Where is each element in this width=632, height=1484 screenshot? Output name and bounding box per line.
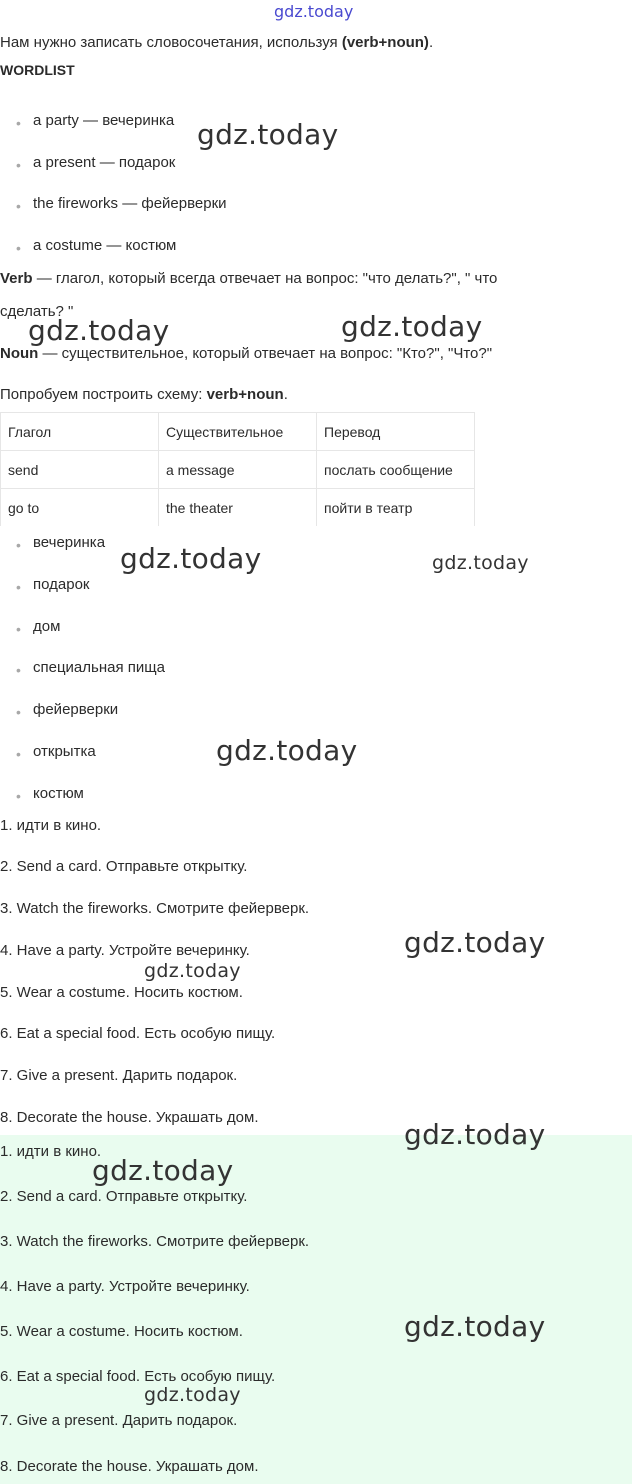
- bullet-icon: •: [16, 115, 21, 131]
- schema-formula: verb+noun: [206, 386, 284, 403]
- verb-definition: [0, 270, 497, 287]
- bullet-icon: •: [16, 157, 21, 173]
- table-header-cell: Перевод: [317, 413, 475, 451]
- wordlist-item-text: a present — подарок: [33, 154, 176, 171]
- table-cell: the theater: [159, 489, 317, 527]
- table-header-cell: Глагол: [1, 413, 159, 451]
- watermark: gdz.today: [144, 960, 241, 982]
- table-cell: send: [1, 451, 159, 489]
- ru-list-item-text: подарок: [33, 576, 90, 593]
- watermark: gdz.today: [216, 734, 358, 767]
- ru-list-item-text: открытка: [33, 743, 96, 760]
- watermark: gdz.today: [92, 1154, 234, 1187]
- answer-item: 2. Send a card. Отправьте открытку.: [0, 858, 248, 875]
- watermark: gdz.today: [404, 926, 546, 959]
- watermark: gdz.today: [120, 542, 262, 575]
- watermark: gdz.today: [432, 552, 529, 574]
- answer-item: 5. Wear a costume. Носить костюм.: [0, 1323, 243, 1340]
- wordlist-item-text: the fireworks — фейерверки: [33, 195, 227, 212]
- answer-item: 4. Have a party. Устройте вечеринку.: [0, 1278, 250, 1295]
- ru-list-item-text: дом: [33, 618, 61, 635]
- answer-item: 1. идти в кино.: [0, 1143, 102, 1160]
- bullet-icon: •: [16, 537, 21, 553]
- watermark: gdz.today: [197, 118, 339, 151]
- table-row: [1, 451, 475, 489]
- table-cell: послать сообщение: [317, 451, 475, 489]
- noun-definition-text: — существительное, который отвечает на вопрос: "Кто?", "Что?": [38, 345, 493, 362]
- intro-prefix: Нам нужно записать словосочетания, используя: [0, 34, 342, 51]
- bullet-icon: •: [16, 746, 21, 762]
- answer-item: 4. Have a party. Устройте вечеринку.: [0, 942, 250, 959]
- bullet-icon: •: [16, 579, 21, 595]
- table-cell: go to: [1, 489, 159, 527]
- bullet-icon: •: [16, 704, 21, 720]
- answer-item: 7. Give a present. Дарить подарок.: [0, 1067, 238, 1084]
- answer-item: 3. Watch the fireworks. Смотрите фейерверк.: [0, 1233, 310, 1250]
- noun-term: Noun: [0, 345, 39, 362]
- bullet-icon: •: [16, 788, 21, 804]
- table-header-row: [1, 413, 475, 451]
- answer-item: 7. Give a present. Дарить подарок.: [0, 1412, 238, 1429]
- answer-item: 2. Send a card. Отправьте открытку.: [0, 1188, 248, 1205]
- watermark: gdz.today: [341, 310, 483, 343]
- table-cell: a message: [159, 451, 317, 489]
- answer-item: 6. Eat a special food. Есть особую пищу.: [0, 1025, 276, 1042]
- watermark: gdz.today: [28, 314, 170, 347]
- ru-list-item-text: вечеринка: [33, 534, 106, 551]
- schema-text: [0, 386, 288, 403]
- schema-suffix: .: [283, 386, 288, 403]
- verb-definition-line1: — глагол, который всегда отвечает на вопрос: "что делать?", " что: [32, 270, 498, 287]
- answer-item: 1. идти в кино.: [0, 817, 102, 834]
- table-cell: пойти в театр: [317, 489, 475, 527]
- verb-term: Verb: [0, 270, 33, 287]
- answer-item: 5. Wear a costume. Носить костюм.: [0, 984, 243, 1001]
- verb-definition-line2: сделать? ": [0, 303, 74, 320]
- ru-list-item-text: фейерверки: [33, 701, 119, 718]
- intro-formula: (verb+noun): [341, 34, 429, 51]
- wordlist-item-text: a costume — костюм: [33, 237, 177, 254]
- watermark: gdz.today: [144, 1384, 241, 1406]
- answer-item: 8. Decorate the house. Украшать дом.: [0, 1109, 259, 1126]
- answer-item: 8. Decorate the house. Украшать дом.: [0, 1458, 259, 1475]
- intro-text: [0, 34, 433, 51]
- answer-item: 3. Watch the fireworks. Смотрите фейерверк.: [0, 900, 310, 917]
- ru-list-item-text: костюм: [33, 785, 84, 802]
- answer-item: 6. Eat a special food. Есть особую пищу.: [0, 1368, 276, 1385]
- wordlist-heading: WORDLIST: [0, 62, 75, 78]
- watermark-top: gdz.today: [274, 2, 354, 21]
- noun-definition: [0, 345, 492, 362]
- watermark: gdz.today: [404, 1310, 546, 1343]
- bullet-icon: •: [16, 662, 21, 678]
- ru-list-item-text: специальная пища: [33, 659, 165, 676]
- intro-suffix: .: [428, 34, 434, 51]
- table-header-cell: Существительное: [159, 413, 317, 451]
- schema-prefix: Попробуем построить схему:: [0, 386, 207, 403]
- watermark: gdz.today: [404, 1118, 546, 1151]
- bullet-icon: •: [16, 621, 21, 637]
- bullet-icon: •: [16, 198, 21, 214]
- verb-noun-table: [0, 412, 475, 526]
- table-row: [1, 489, 475, 527]
- wordlist-item-text: a party — вечеринка: [33, 112, 175, 129]
- bullet-icon: •: [16, 240, 21, 256]
